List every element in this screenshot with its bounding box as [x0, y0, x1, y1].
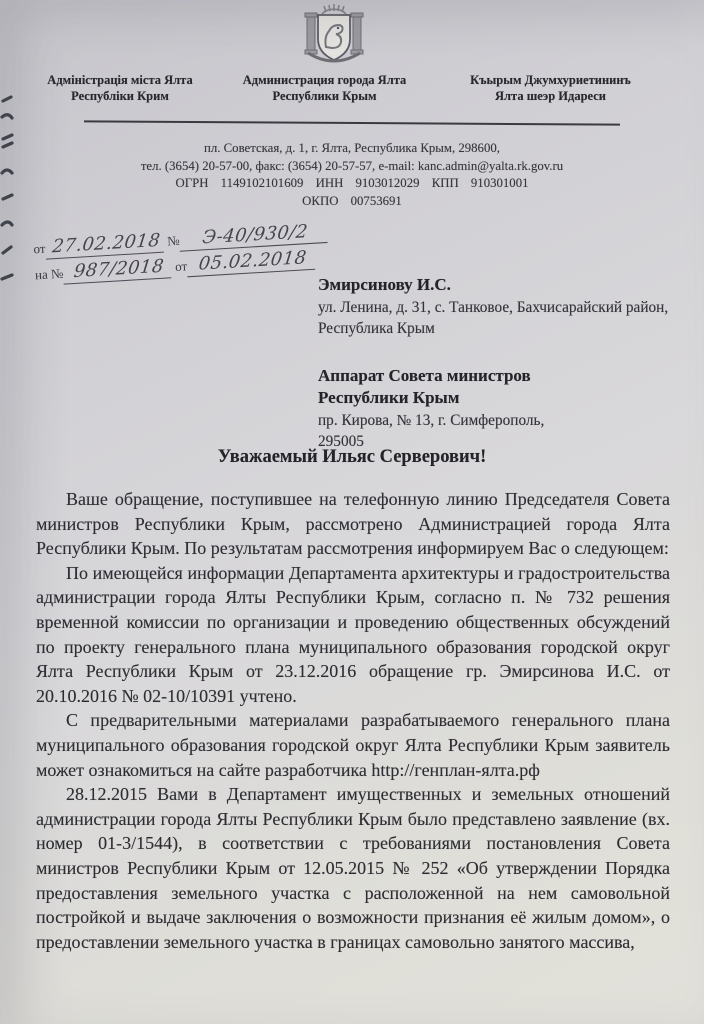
ref-out-number-handwritten: Э-40/930/2 [180, 219, 331, 252]
org-name-line: Республіки Крим [71, 89, 169, 103]
contact-registry-line: ОГРН 1149102101609 ИНН 9103012029 КПП 910301001 [175, 176, 529, 190]
ref-in-date-handwritten: 05.02.2018 [188, 245, 319, 277]
letterhead-org-russian [222, 72, 427, 104]
body-paragraph: С предварительными материалами разрабатываемого генерального плана муниципального образования городской округ Ялта Республики Крым заявитель может ознакомиться на сайте разработчика http://генплан-ялта.рф [36, 710, 670, 780]
letter-body [36, 487, 670, 954]
org-name-line: Къырым Джумхуриетининъ [470, 73, 631, 87]
org-name-line: Администрация города Ялта [242, 73, 407, 87]
org-name-line: Ялта шеэр Идареси [495, 89, 606, 103]
org-name-line: Республики Крым [272, 89, 377, 103]
letterhead-org-crimean-tatar [448, 72, 653, 104]
body-paragraph: Ваше обращение, поступившее на телефонную линию Председателя Совета министров Республики Крым, рассмотрено Администрацией города Ялта Республики Крым. По результатам рассмотрения информируем Вас о следующем: [36, 489, 670, 559]
ref-out-date-handwritten: 27.02.2018 [46, 228, 167, 259]
scan-edge-artifact [0, 95, 14, 285]
ref-out-no-label: № [166, 232, 181, 249]
ref-in-number-handwritten: 987/2018 [64, 254, 175, 285]
contact-address-line: пл. Советская, д. 1, г. Ялта, Республика Крым, 298600, [204, 141, 500, 155]
body-paragraph: 28.12.2015 Вами в Департамент имущественных и земельных отношений администрации города Ялты Республики Крым было представлено заявление (вх. номер 01-3/1544), в соответствии с требованиями постановления Совета министров Республики Крым от 12.05.2015 № 252 «Об утверждении Порядка предоставления земельного участка с расположенной на нем самовольной постройкой и выдаче заключения о возможности признания её жилым домом», о предоставлении земельного участка в границах самовольно занятого массива, [36, 784, 670, 952]
ref-in-date-label: от [174, 258, 188, 275]
coat-of-arms-icon [296, 3, 372, 67]
contact-block [72, 140, 632, 210]
org-name-line: Адміністрація міста Ялта [47, 73, 193, 87]
ref-out-label: от [33, 240, 46, 257]
recipient-ministry [318, 365, 670, 452]
contact-okpo-line: ОКПО 00753691 [302, 193, 402, 208]
contact-phone-line: тел. (3654) 20-57-00, факс: (3654) 20-57-57, e-mail: kanc.admin@yalta.rk.gov.ru [140, 158, 564, 173]
body-paragraph: По имеющейся информации Департамента архитектуры и градостроительства администрации города Ялты Республики Крым, согласно п. № 732 решения временной комиссии по организации и проведению общественных обсуждений по проекту генерального плана муниципального образования городской округ Ялта Республики Крым от 23.12.2016 обращение гр. Эмирсинова И.С. от 20.10.2016 № 02-10/10391 учтено. [36, 562, 670, 706]
recipient-block [318, 274, 670, 452]
recipient-name: Эмирсинову И.С. [318, 275, 451, 294]
recipient-address: ул. Ленина, д. 31, с. Танковое, Бахчисарайский район, Республика Крым [318, 299, 669, 337]
salutation: Уважаемый Ильяс Серверович! [217, 447, 487, 467]
ref-in-label: на № [34, 265, 64, 283]
letterhead-divider [84, 120, 620, 125]
recipient-name: Аппарат Совета министров Республики Крым [318, 366, 531, 407]
letterhead-org-ukrainian [30, 72, 210, 104]
recipient-address: пр. Кирова, № 13, г. Симферополь, 295005 [318, 412, 545, 450]
recipient-citizen [318, 274, 670, 339]
reference-block [31, 218, 354, 289]
